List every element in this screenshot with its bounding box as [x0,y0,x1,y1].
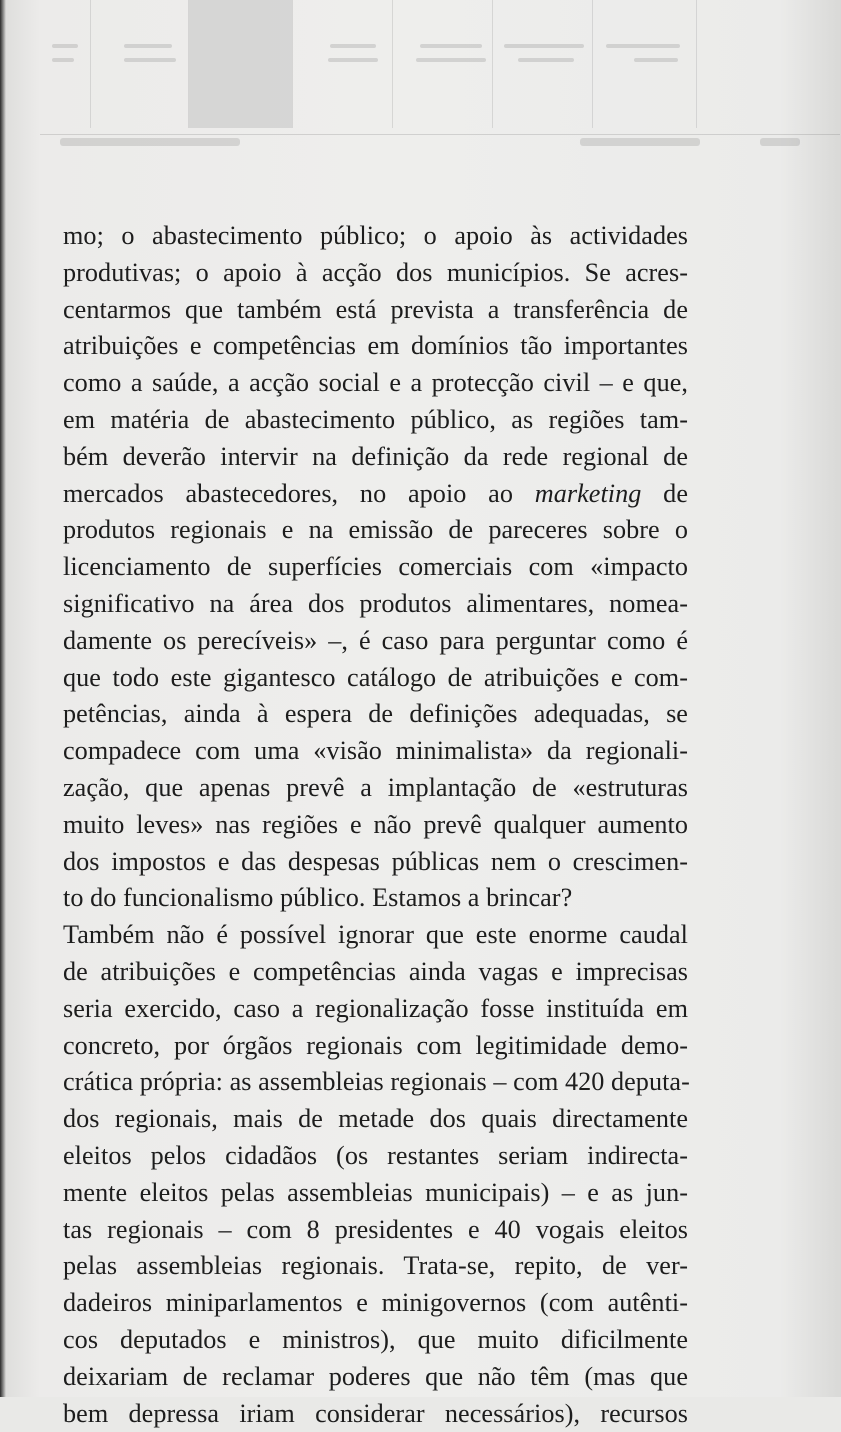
bleed-through-text [504,44,584,48]
text-line: concreto, por órgãos regionais com legitimidade demo- [63,1028,688,1065]
text-line: produtivas; o apoio à acção dos municípios. Se acres- [63,255,688,292]
bleed-through-rule [40,134,840,135]
bleed-through-shaded-column [188,0,292,128]
bleed-through-table [40,0,700,128]
text-line: compadece com uma «visão minimalista» da regionali- [63,733,688,770]
bleed-through-header-text [60,138,240,146]
text-line: pelas assembleias regionais. Trata-se, repito, de ver- [63,1248,688,1285]
text-line: to do funcionalismo público. Estamos a brincar? [63,880,688,917]
bleed-through-text [606,44,680,48]
text-line: muito leves» nas regiões e não prevê qualquer aumento [63,807,688,844]
bleed-through-text [416,58,486,62]
text-line: mo; o abastecimento público; o apoio às actividades [63,218,688,255]
bleed-through-cell [292,0,293,128]
bleed-through-text [52,44,78,48]
bleed-through-header-text [580,138,700,146]
bleed-through-cell [392,0,393,128]
text-line: produtos regionais e na emissão de pareceres sobre o [63,512,688,549]
text-line: em matéria de abastecimento público, as regiões tam- [63,402,688,439]
bleed-through-text [52,58,74,62]
text-line: seria exercido, caso a regionalização fosse instituída em [63,991,688,1028]
text-line: bém deverão intervir na definição da rede regional de [63,439,688,476]
bleed-through-cell [188,0,189,128]
text-line: como a saúde, a acção social e a protecção civil – e que, [63,365,688,402]
text-line: damente os perecíveis» –, é caso para perguntar como é [63,623,688,660]
text-line: dadeiros miniparlamentos e minigovernos (com autênti- [63,1285,688,1322]
text-line: cos deputados e ministros), que muito dificilmente [63,1322,688,1359]
bleed-through-text [124,58,176,62]
body-text [63,218,688,1432]
bleed-through-text [330,44,376,48]
bleed-through-header-text [760,138,800,146]
text-line [63,476,688,513]
bleed-through-cell [592,0,593,128]
bleed-through-cell [90,0,91,128]
text-run: mercados abastecedores, no apoio ao [63,479,535,508]
text-line: zação, que apenas prevê a implantação de «estruturas [63,770,688,807]
text-line: atribuições e competências em domínios tão importantes [63,328,688,365]
italic-term: marketing [535,479,642,508]
text-run: de [641,479,688,508]
text-line: significativo na área dos produtos alimentares, nomea- [63,586,688,623]
bleed-through-cell [696,0,697,128]
text-line: bem depressa iriam considerar necessários), recursos [63,1396,688,1432]
bleed-through-text [124,44,172,48]
text-line: eleitos pelos cidadãos (os restantes seriam indirecta- [63,1138,688,1175]
text-line: dos regionais, mais de metade dos quais directamente [63,1101,688,1138]
text-line: licenciamento de superfícies comerciais com «impacto [63,549,688,586]
text-line: deixariam de reclamar poderes que não têm (mas que [63,1359,688,1396]
text-line: crática própria: as assembleias regionais – com 420 deputa- [63,1064,688,1101]
text-line: de atribuições e competências ainda vagas e imprecisas [63,954,688,991]
bleed-through-text [634,58,678,62]
text-line: petências, ainda à espera de definições adequadas, se [63,696,688,733]
text-line: Também não é possível ignorar que este enorme caudal [63,917,688,954]
text-line: centarmos que também está prevista a transferência de [63,292,688,329]
spine-shadow [0,0,6,1397]
text-line: tas regionais – com 8 presidentes e 40 vogais eleitos [63,1212,688,1249]
text-line: mente eleitos pelas assembleias municipais) – e as jun- [63,1175,688,1212]
bleed-through-text [518,58,574,62]
text-line: que todo este gigantesco catálogo de atribuições e com- [63,660,688,697]
bleed-through-text [328,58,378,62]
text-line: dos impostos e das despesas públicas nem o crescimen- [63,844,688,881]
bleed-through-text [420,44,482,48]
bleed-through-cell [492,0,493,128]
